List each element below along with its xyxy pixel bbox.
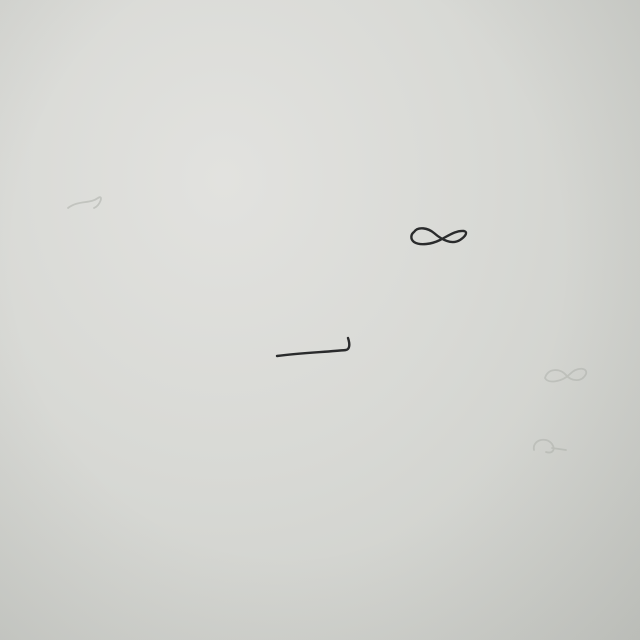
underscore-stroke <box>277 338 349 356</box>
ghost-infinity-mark <box>545 369 586 382</box>
ghost-curl-mark <box>534 440 566 453</box>
infinity-symbol <box>411 228 466 244</box>
ghost-mark-left <box>68 197 101 208</box>
